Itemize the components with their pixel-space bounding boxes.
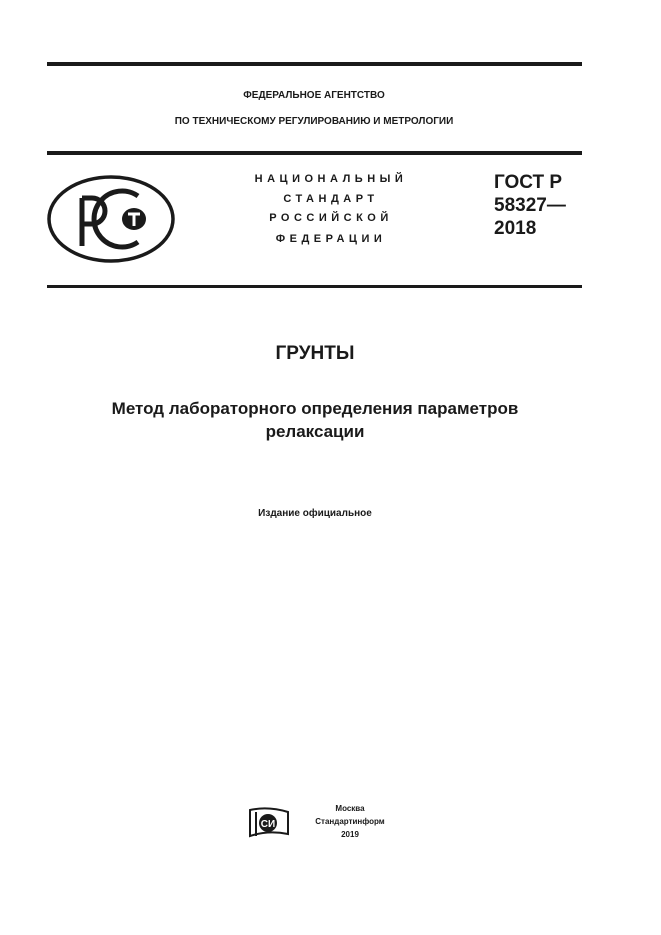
edition-label: Издание официальное [258,508,372,519]
publisher-info [300,802,400,841]
agency-line-1: ФЕДЕРАЛЬНОЕ АГЕНТСТВО [243,90,385,101]
publisher-city: Москва [335,804,365,813]
agency-line-2: ПО ТЕХНИЧЕСКОМУ РЕГУЛИРОВАНИЮ И МЕТРОЛОГИИ [174,116,454,127]
publisher-year: 2019 [341,830,359,839]
document-title: ГРУНТЫ [275,343,355,364]
subtitle-line-1: Метод лабораторного определения параметров [111,399,519,418]
standard-line-3: РОССИЙСКОЙ [269,212,393,224]
standard-line-4: ФЕДЕРАЦИИ [275,233,387,245]
rst-logo-icon [46,174,176,264]
gost-line-3: 2018 [494,218,537,239]
standard-line-2: СТАНДАРТ [283,193,379,205]
publisher-logo-icon [248,806,292,838]
gost-line-1: ГОСТ Р [494,172,563,193]
block-rule [47,285,582,288]
subtitle-line-2: релаксации [265,422,365,441]
gost-designation [494,171,566,240]
top-rule [47,62,582,66]
gost-line-2: 58327— [494,195,566,216]
publisher-logo-text: СИ [260,819,276,830]
standard-line-1: НАЦИОНАЛЬНЫЙ [254,173,408,185]
publisher-name: Стандартинформ [315,817,385,826]
header-rule [47,151,582,155]
